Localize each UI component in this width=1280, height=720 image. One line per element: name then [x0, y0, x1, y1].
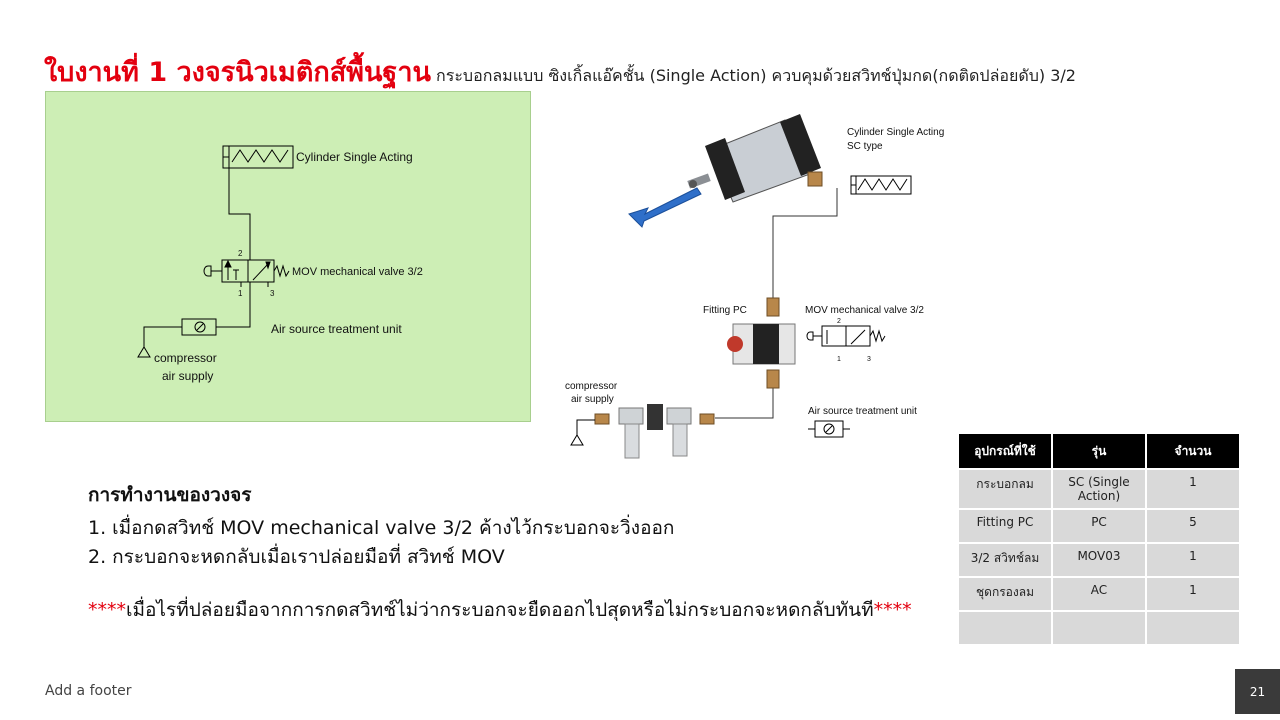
hardware-fitting-label: Fitting PC: [703, 305, 747, 316]
table-header-row: [958, 433, 1240, 469]
table-cell: SC (Single Action): [1052, 469, 1146, 509]
fitting-photo-inlet: [595, 414, 609, 424]
description-line-1: 1. เมื่อกดสวิทช์ MOV mechanical valve 3/2 ค้างไว้กระบอกจะวิ่งออก: [88, 517, 675, 539]
cylinder-symbol: [223, 146, 293, 168]
table-cell: กระบอกลม: [958, 469, 1052, 509]
page-number: 21: [1235, 669, 1280, 714]
fitting-photo-bottom: [767, 370, 779, 388]
schematic-port-3: 3: [270, 289, 275, 298]
hardware-compressor-label-1: compressor: [565, 381, 618, 392]
table-cell: AC: [1052, 577, 1146, 611]
valve-photo: [727, 324, 795, 364]
description-note: [88, 596, 948, 625]
schematic-port-2: 2: [238, 249, 243, 258]
extend-direction-arrow: [629, 188, 701, 227]
table-cell: [1146, 611, 1240, 645]
table-cell: [1052, 611, 1146, 645]
note-stars-start: ****: [88, 599, 126, 621]
hardware-valve-label: MOV mechanical valve 3/2: [805, 305, 924, 316]
description-line-2: 2. กระบอกจะหดกลับเมื่อเราปล่อยมือที่ สวิทช์ MOV: [88, 546, 505, 568]
hardware-air-source-triangle: [571, 435, 583, 445]
slide-title: [44, 50, 1264, 93]
title-subtitle: กระบอกลมแบบ ซิงเกิ้ลแอ๊คชั้น (Single Action) ควบคุมด้วยสวิทช์ปุ่มกด(กดติดปล่อยดับ) 3/2: [436, 66, 1076, 85]
hardware-treatment-symbol: [808, 421, 850, 437]
fitting-photo-cylinder: [808, 172, 822, 186]
hardware-treatment-label: Air source treatment unit: [808, 406, 917, 417]
table-cell: Fitting PC: [958, 509, 1052, 543]
table-header-quantity: จำนวน: [1146, 433, 1240, 469]
cylinder-photo: [687, 114, 821, 202]
air-source-triangle: [138, 347, 150, 357]
schematic-diagram: [46, 92, 530, 421]
schematic-valve-label: MOV mechanical valve 3/2: [292, 266, 423, 278]
table-row: [958, 469, 1240, 509]
note-text: เมื่อไรที่ปล่อยมือจากการกดสวิทช์ไม่ว่ากระบอกจะยืดออกไปสุดหรือไม่กระบอกจะหดกลับทันที: [126, 599, 874, 621]
table-row: [958, 509, 1240, 543]
hardware-port-1: 1: [837, 356, 841, 363]
valve-symbol-left: [222, 260, 248, 282]
table-header-model: รุ่น: [1052, 433, 1146, 469]
table-cell: PC: [1052, 509, 1146, 543]
filter-regulator-photo: [619, 404, 691, 458]
footer-text: Add a footer: [45, 683, 132, 699]
table-cell: MOV03: [1052, 543, 1146, 577]
table-cell: 5: [1146, 509, 1240, 543]
treatment-unit-symbol: [182, 319, 216, 335]
circuit-description: [88, 480, 948, 625]
equipment-table: [957, 432, 1241, 646]
table-cell: 1: [1146, 469, 1240, 509]
hardware-diagram: [555, 112, 955, 472]
fitting-photo-outlet: [700, 414, 714, 424]
hardware-cylinder-label-1: Cylinder Single Acting: [847, 127, 945, 138]
schematic-treatment-label: Air source treatment unit: [271, 322, 402, 336]
hardware-port-3: 3: [867, 356, 871, 363]
table-cell: 1: [1146, 577, 1240, 611]
hardware-port-2: 2: [837, 318, 841, 325]
table-cell: 1: [1146, 543, 1240, 577]
schematic-cylinder-label: Cylinder Single Acting: [296, 150, 413, 164]
schematic-compressor-label-2: air supply: [162, 369, 214, 383]
table-cell: 3/2 สวิทช์ลม: [958, 543, 1052, 577]
hardware-cylinder-label-2: SC type: [847, 141, 883, 152]
schematic-compressor-label-1: compressor: [154, 351, 217, 365]
table-row: [958, 611, 1240, 645]
fitting-photo-top: [767, 298, 779, 316]
table-header-equipment: อุปกรณ์ที่ใช้: [958, 433, 1052, 469]
hardware-valve-symbol: [807, 326, 885, 346]
description-heading: การทำงานของวงจร: [88, 484, 252, 506]
hardware-compressor-label-2: air supply: [571, 394, 614, 405]
table-cell: [958, 611, 1052, 645]
table-cell: ชุดกรองลม: [958, 577, 1052, 611]
table-row: [958, 543, 1240, 577]
title-main: ใบงานที่ 1 วงจรนิวเมติกส์พื้นฐาน: [44, 57, 431, 88]
schematic-port-1: 1: [238, 289, 243, 298]
note-stars-end: ****: [873, 599, 912, 621]
schematic-panel: [45, 91, 531, 422]
hardware-cylinder-symbol: [851, 176, 911, 194]
table-row: [958, 577, 1240, 611]
